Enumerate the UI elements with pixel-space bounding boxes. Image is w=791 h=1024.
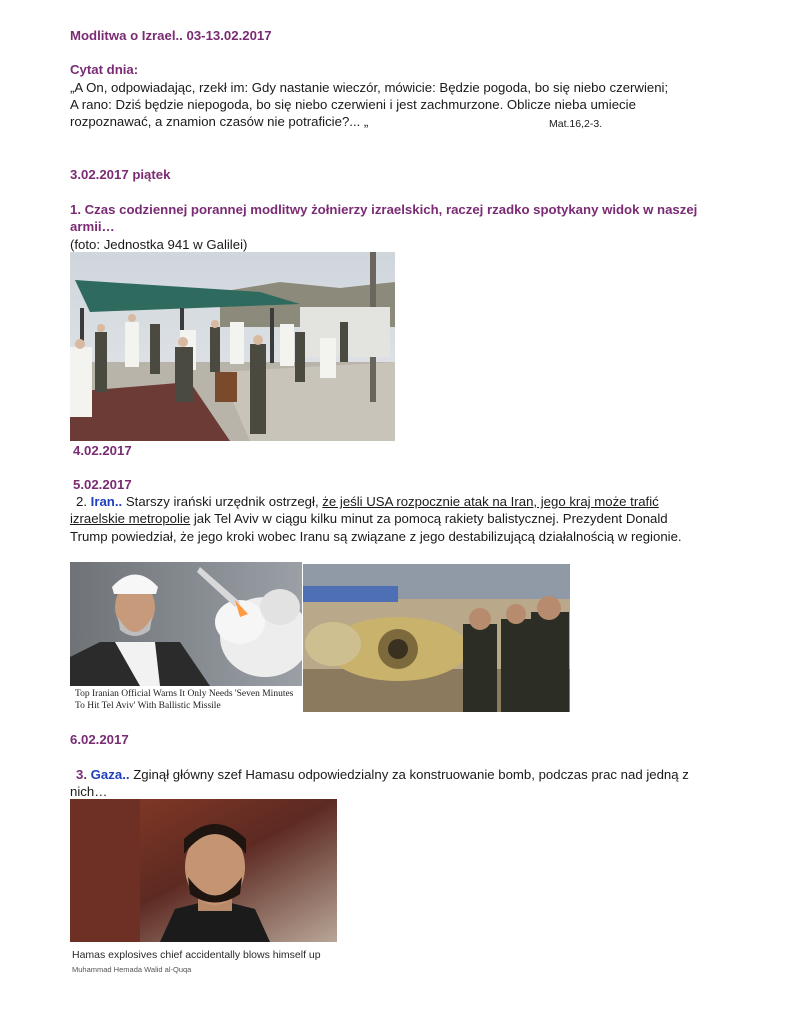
day-heading: 4.02.2017	[73, 443, 132, 458]
quote-line: A rano: Dziś będzie niepogoda, bo się niebo czerwieni i jest zachmurzone. Oblicze nieba umiecie	[70, 97, 636, 112]
iranian-official-image	[70, 562, 302, 686]
item-topic: Gaza..	[90, 767, 130, 782]
item-text: jak Tel Aviv w ciągu kilku minut za pomocą rakiety balistycznej. Prezydent Donald	[193, 511, 668, 526]
portrait-image	[70, 799, 337, 942]
item-text: Starszy irański urzędnik ostrzegł,	[125, 494, 319, 509]
photo-caption: Hamas explosives chief accidentally blows himself up	[72, 949, 321, 961]
item-body: Trump powiedział, że jego kroki wobec Iranu są związane z jego destabilizującą działalnością w regionie.	[70, 529, 682, 544]
item-heading: 1. Czas codziennej porannej modlitwy żołnierzy izraelskich, raczej rzadko spotykany widok w naszej	[70, 202, 698, 217]
portrait-photo	[70, 799, 337, 942]
item-text: Zginął główny szef Hamasu odpowiedzialny za konstruowanie bomb, podczas prac nad jedną z	[133, 767, 689, 782]
photo-credit: (foto: Jednostka 941 w Galilei)	[70, 237, 248, 252]
quote-line: rozpoznawać, a znamion czasów nie potraficie?... „	[70, 114, 369, 129]
document-title: Modlitwa o Izrael.. 03-13.02.2017	[70, 28, 272, 43]
item-number: 2.	[76, 494, 87, 509]
photo-subcaption: Muhammad Hemada Walid al-Quqa	[72, 965, 192, 974]
missile-officials-image	[303, 564, 570, 712]
item-topic: Iran..	[90, 494, 123, 509]
photo-caption: Top Iranian Official Warns It Only Needs 'Seven Minutes	[75, 689, 294, 699]
quote-label: Cytat dnia:	[70, 62, 139, 77]
quote-line: „A On, odpowiadając, rzekł im: Gdy nastanie wieczór, mówicie: Będzie pogoda, bo się niebo czerwieni;	[70, 80, 669, 95]
item-body	[76, 766, 689, 783]
day-heading: 5.02.2017	[73, 477, 132, 492]
item-heading: armii…	[70, 219, 115, 234]
item-body: nich…	[70, 784, 108, 799]
item-number: 3.	[76, 767, 87, 782]
quote-reference: Mat.16,2-3.	[549, 118, 603, 130]
item-body	[76, 493, 659, 510]
article-link[interactable]: że jeśli USA rozpocznie atak na Iran, jego kraj może trafić	[322, 494, 659, 509]
item-body	[70, 510, 668, 527]
soldiers-prayer-photo	[70, 252, 395, 441]
photo-caption: To Hit Tel Aviv' With Ballistic Missile	[75, 701, 221, 711]
soldiers-prayer-image	[70, 252, 395, 441]
iranian-official-photo	[70, 562, 302, 686]
day-heading: 3.02.2017 piątek	[70, 167, 171, 182]
day-heading: 6.02.2017	[70, 732, 129, 747]
missile-officials-photo	[303, 564, 570, 712]
article-link[interactable]: izraelskie metropolie	[70, 511, 191, 526]
